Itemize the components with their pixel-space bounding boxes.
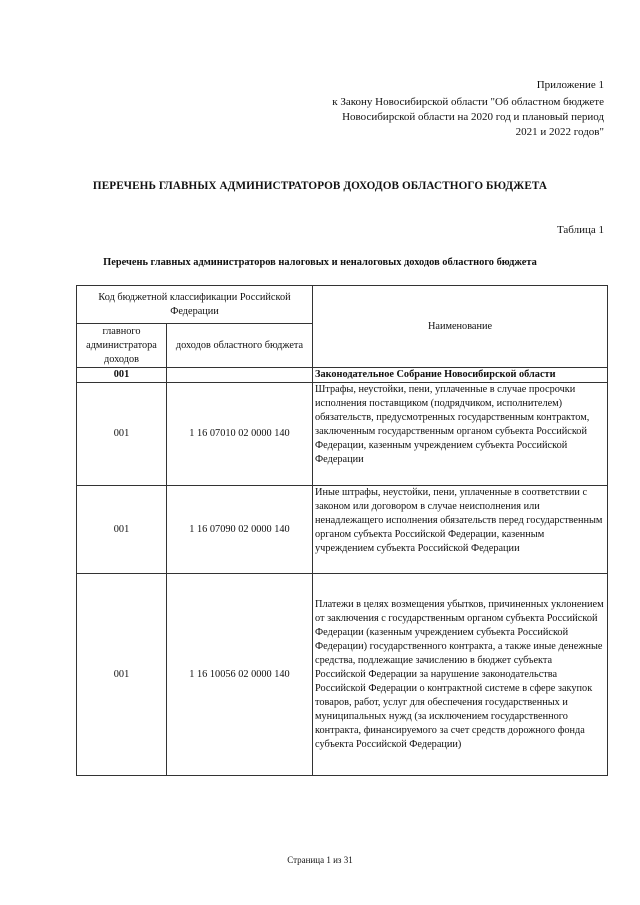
- table-row: [77, 383, 608, 486]
- section-kbk-empty: [167, 368, 313, 383]
- section-name: Законодательное Собрание Новосибирской области: [313, 368, 608, 383]
- header-income-code: доходов областного бюджета: [167, 324, 313, 368]
- header-admin-code: главного администратора доходов: [77, 324, 167, 368]
- row-admin-code: 001: [77, 574, 167, 776]
- table-row: [77, 574, 608, 776]
- page-footer: Страница 1 из 31: [287, 855, 353, 865]
- header-budget-classification: Код бюджетной классификации Российской Федерации: [77, 286, 313, 324]
- row-admin-code: 001: [77, 383, 167, 486]
- table-subtitle: Перечень главных администраторов налоговых и неналоговых доходов областного бюджета: [103, 257, 537, 268]
- row-kbk: 1 16 07010 02 0000 140: [167, 383, 313, 486]
- row-admin-code: 001: [77, 486, 167, 574]
- administrators-table: [76, 285, 608, 776]
- table-label: Таблица 1: [556, 224, 604, 236]
- row-kbk: 1 16 07090 02 0000 140: [167, 486, 313, 574]
- appendix-line: 2021 и 2022 годов": [515, 126, 604, 138]
- row-name: Платежи в целях возмещения убытков, причиненных уклонением от заключения с государственным органом субъекта Российской Федерации (казенным учреждением субъекта Российской Федерации) государственного контракта, а также иные денежные средства, подлежащие зачислению в бюджет субъекта Российской Федерации за нарушение законодательства Российской Федерации о контрактной системе в сфере закупок товаров, работ, услуг для обеспечения государственных и муниципальных нужд (за исключением государственного контракта, финансируемого за счет средств дорожного фонда субъекта Российской Федерации): [313, 574, 608, 776]
- row-name: Штрафы, неустойки, пени, уплаченные в случае просрочки исполнения поставщиком (подрядчиком, исполнителем) обязательств, предусмотренных государственным контрактом, заключенным государственным органом субъекта Российской Федерации, казенным учреждением субъекта Российской Федерации: [313, 383, 608, 486]
- row-kbk: 1 16 10056 02 0000 140: [167, 574, 313, 776]
- appendix-number: Приложение 1: [536, 79, 604, 91]
- appendix-header: [274, 78, 604, 140]
- document-title: ПЕРЕЧЕНЬ ГЛАВНЫХ АДМИНИСТРАТОРОВ ДОХОДОВ ОБЛАСТНОГО БЮДЖЕТА: [92, 180, 548, 192]
- table-row: [77, 486, 608, 574]
- appendix-line: к Закону Новосибирской области "Об областном бюджете: [332, 96, 604, 108]
- header-name: Наименование: [313, 286, 608, 368]
- appendix-line: Новосибирской области на 2020 год и плановый период: [342, 111, 604, 123]
- row-name: Иные штрафы, неустойки, пени, уплаченные в соответствии с законом или договором в случае неисполнения или ненадлежащего исполнения обязательств перед государственным органом субъекта Российской Федерации, казенным учреждением субъекта Российской Федерации: [313, 486, 608, 574]
- section-code: 001: [77, 368, 167, 383]
